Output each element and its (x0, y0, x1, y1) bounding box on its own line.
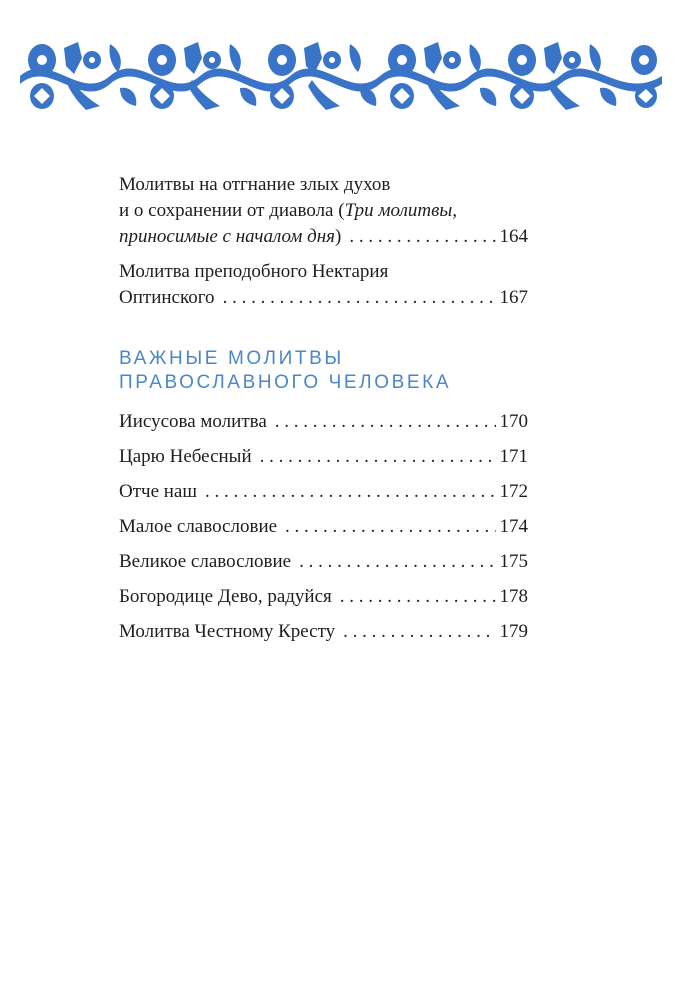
toc-entry-last-line (119, 285, 528, 311)
toc-entry-text: ) (335, 226, 342, 247)
toc-entry[interactable] (119, 619, 528, 645)
floral-border-ornament (20, 40, 662, 112)
dot-leader (260, 444, 496, 470)
dot-leader (285, 514, 495, 540)
toc-entry-italic: Три молитвы, (344, 200, 457, 221)
page-number: 179 (499, 621, 528, 642)
table-of-contents (119, 172, 528, 654)
dot-leader (205, 479, 496, 505)
toc-entry-title: Царю Небесный (119, 446, 252, 467)
toc-entry[interactable] (119, 172, 528, 250)
toc-entry-title-line (119, 198, 528, 224)
dot-leader (343, 619, 495, 645)
toc-entry-text: Оптинского (119, 287, 215, 308)
toc-entry-title: Молитва Честному Кресту (119, 621, 336, 642)
toc-entry-italic: приносимые с началом дня (119, 226, 335, 247)
page-number: 167 (499, 287, 528, 308)
dot-leader (349, 224, 495, 250)
toc-entry[interactable] (119, 584, 528, 610)
toc-entry-title: Малое славословие (119, 516, 278, 537)
dot-leader (275, 409, 496, 435)
toc-entry[interactable] (119, 479, 528, 505)
page-number: 172 (499, 481, 528, 502)
dot-leader (299, 549, 495, 575)
toc-entry-title: Иисусова молитва (119, 411, 267, 432)
toc-entry-title-line: Молитвы на отгнание злых духов (119, 174, 391, 195)
toc-entry-last-line (119, 224, 528, 250)
page-number: 178 (499, 586, 528, 607)
toc-entry[interactable] (119, 549, 528, 575)
toc-entry[interactable] (119, 514, 528, 540)
dot-leader (340, 584, 496, 610)
dot-leader (223, 285, 496, 311)
toc-entry[interactable] (119, 444, 528, 470)
section-entries (119, 409, 528, 645)
toc-entry-title: Богородице Дево, радуйся (119, 586, 332, 607)
section-heading-line: ВАЖНЫЕ МОЛИТВЫ (119, 348, 344, 369)
section-heading (119, 347, 528, 395)
section-heading-line: ПРАВОСЛАВНОГО ЧЕЛОВЕКА (119, 372, 452, 393)
toc-entry-title: Великое славословие (119, 551, 292, 572)
toc-entry-title: Отче наш (119, 481, 197, 502)
toc-entry[interactable] (119, 259, 528, 311)
page-number: 170 (499, 411, 528, 432)
page-number: 164 (499, 226, 528, 247)
page-number: 174 (499, 516, 528, 537)
toc-entry[interactable] (119, 409, 528, 435)
toc-entry-title-line: Молитва преподобного Нектария (119, 261, 389, 282)
toc-entry-text (119, 224, 341, 250)
page-number: 171 (499, 446, 528, 467)
page-number: 175 (499, 551, 528, 572)
toc-entry-text: и о сохранении от диавола ( (119, 200, 345, 221)
